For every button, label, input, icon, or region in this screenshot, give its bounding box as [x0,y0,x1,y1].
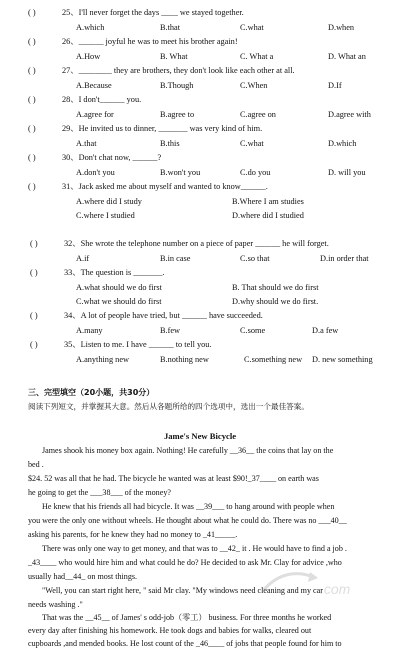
passage-line: He knew that his friends all had bicycle. It was __39___ to hang around with people when [42,502,335,511]
option-a: A.How [76,52,101,61]
option-c: C.When [240,81,268,90]
answer-blank[interactable]: ( ) [28,8,36,17]
question-stem: 27、________ they are brothers, they don't look like each other at all. [62,66,295,75]
option-d: D.agree with [328,110,371,119]
option-b: B. That should we do first [232,283,319,292]
question-stem: 29、He invited us to dinner, _______ was very kind of him. [62,124,263,133]
option-c: C.do you [240,168,271,177]
option-d: D. new something [312,355,373,364]
watermark [258,566,368,600]
option-a: A.that [76,139,97,148]
answer-blank[interactable]: ( ) [30,239,38,248]
option-b: B.Though [160,81,194,90]
passage-line: you were the only one without wheels. He thought about what he could do. There was no ___40__ [28,516,347,525]
answer-blank[interactable]: ( ) [28,153,36,162]
answer-blank[interactable]: ( ) [28,66,36,75]
option-b: B. What [160,52,188,61]
question-stem: 33、The question is _______. [64,268,165,277]
answer-blank[interactable]: ( ) [28,182,36,191]
option-a: A.if [76,254,90,263]
option-c: C.some [240,326,266,335]
option-c: C.what [240,139,264,148]
option-b: B.Where I am studies [232,197,304,206]
question-stem: 25、I'll never forget the days ____ we stayed together. [62,8,244,17]
option-b: B.won't you [160,168,201,177]
question-stem: 35、Listen to me. I have ______ to tell you. [64,340,212,349]
option-a: A.where did I study [76,197,142,206]
option-a: A.which [76,23,105,32]
question-stem: 30、Don't chat now, ______? [62,153,162,162]
passage-line: That was the __45__ of James' s odd-job（零工） business. For three months he worked [42,613,332,622]
section-instruction: 阅读下列短文，并掌握其大意。然后从各题所给的四个选项中，选出一个最佳答案。 [28,402,309,411]
passage-line: asking his parents, for he knew they had no money to _41_____. [28,530,238,539]
option-d: D.a few [312,326,339,335]
option-d: D.which [328,139,357,148]
option-b: B.this [160,139,180,148]
option-c: C. What a [240,52,274,61]
passage-line: cupboards ,and mended books. He lost count of the _46____ of jobs that people found for him to [28,639,342,648]
option-a: A.many [76,326,103,335]
option-c: C.so that [240,254,270,263]
question-stem: 31、Jack asked me about myself and wanted to know______. [62,182,268,191]
option-b: B.nothing new [160,355,209,364]
passage-line: bed . [28,460,44,469]
option-d: D.where did I studied [232,211,304,220]
arrow-swoosh-icon [258,566,368,600]
passage-line: James shook his money box again. Nothing! He carefully __36__ the coins that lay on the [42,446,334,455]
option-a: A.what should we do first [76,283,162,292]
option-d: D.why should we do first. [232,297,319,306]
section-title: 三、完型填空（20小题，共30分） [28,388,155,397]
option-c: C.where I studied [76,211,135,220]
option-a: A.Because [76,81,112,90]
passage-line: he going to get the ___38___ of the money? [28,488,171,497]
answer-blank[interactable]: ( ) [28,37,36,46]
answer-blank[interactable]: ( ) [28,124,36,133]
answer-blank[interactable]: ( ) [30,340,38,349]
option-c: C.agree on [240,110,276,119]
answer-blank[interactable]: ( ) [30,311,38,320]
passage-line: "Well, you can start right here, " said Mr clay. "My windows need cleaning and my car [42,586,323,595]
option-a: A.don't you [76,168,115,177]
option-c: C.what [240,23,264,32]
passage-line: _43____ who would hire him and what could he do? He decided to ask Mr. Clay for advice ,who [28,558,342,567]
option-d: D.If [328,81,342,90]
passage-line: There was only one way to get money, and that was to __42_ it . He would have to find a job . [42,544,347,553]
option-a: A.anything new [76,355,129,364]
passage-line: usually had__44_ on most things. [28,572,138,581]
option-b: B.agree to [160,110,195,119]
option-b: B.few [160,326,181,335]
option-c: C.something new [244,355,303,364]
passage-title: Jame's New Bicycle [163,431,237,441]
answer-blank[interactable]: ( ) [28,95,36,104]
option-a: A.agree for [76,110,114,119]
answer-blank[interactable]: ( ) [30,268,38,277]
option-d: D.when [328,23,355,32]
watermark-text: .com [320,581,351,597]
question-stem: 32、She wrote the telephone number on a piece of paper ______ he will forget. [64,239,329,248]
option-c: C.what we should do first [76,297,162,306]
passage-line: $24. 52 was all that he had. The bicycle he wanted was at least $90!_37____ on earth was [28,474,319,483]
passage-line: every day after finishing his homework. He took dogs and babies for walks, cleared out [28,626,312,635]
question-stem: 34、A lot of people have tried, but ______ have succeeded. [64,311,263,320]
option-b: B.that [160,23,181,32]
question-stem: 26、______ joyful he was to meet his brother again! [62,37,238,46]
passage-line: needs washing ." [28,600,83,609]
option-d: D. What an [328,52,366,61]
option-b: B.in case [160,254,191,263]
option-d: D. will you [328,168,366,177]
option-d: D.in order that [320,254,369,263]
question-stem: 28、I don't______ you. [62,95,142,104]
